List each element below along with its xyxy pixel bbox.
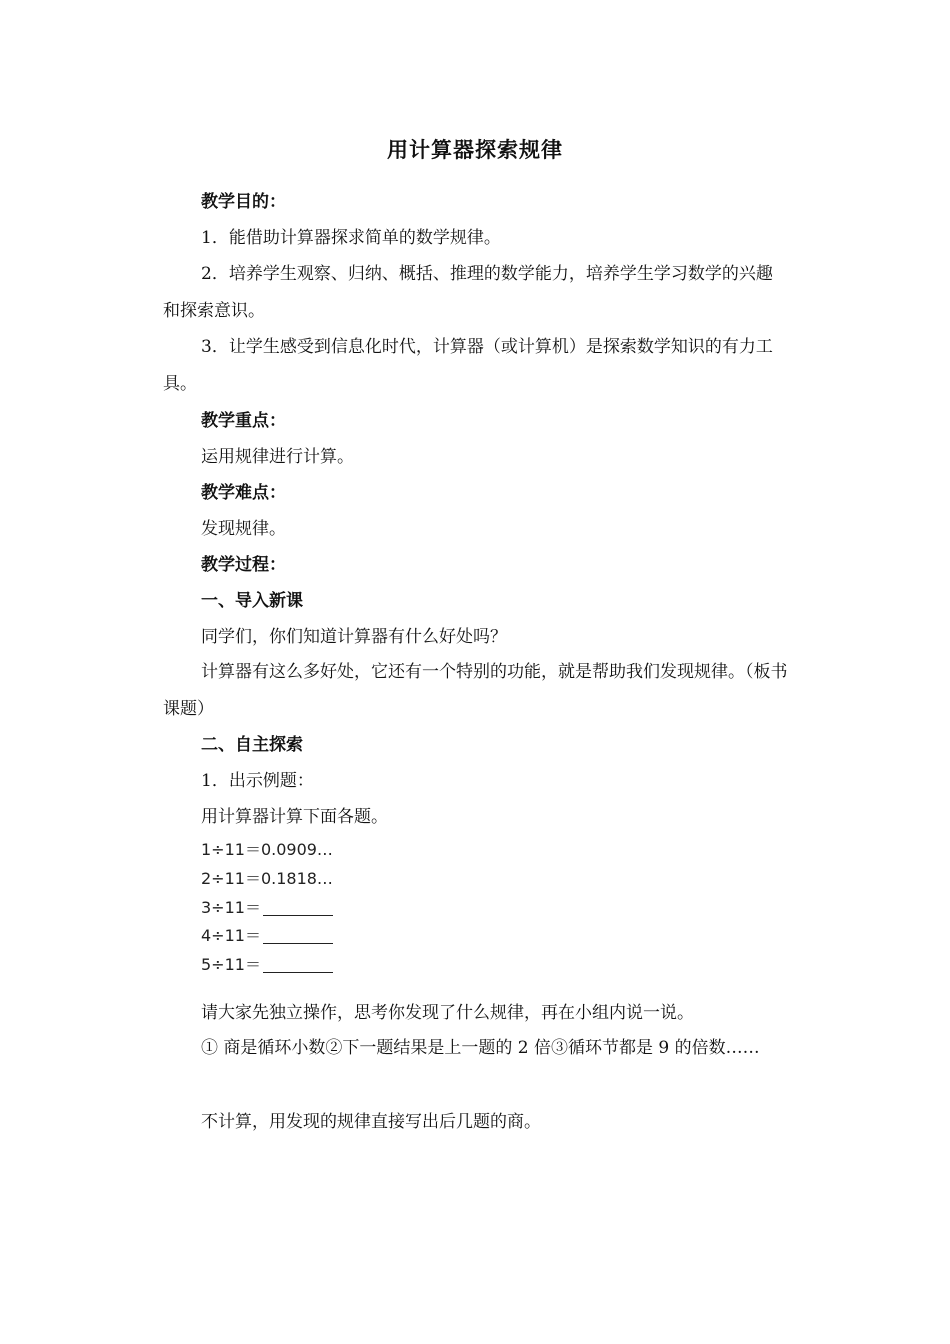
goal-item-2: 2．培养学生观察、归纳、概括、推理的数学能力，培养学生学习数学的兴趣和探索意识。 bbox=[163, 264, 773, 321]
difficulty-text: 发现规律。 bbox=[201, 519, 286, 539]
section1-paragraph-2: 计算器有这么多好处，它还有一个特别的功能，就是帮助我们发现规律。（板书课题） bbox=[163, 662, 788, 719]
equation-4-text: 4÷11＝ bbox=[201, 926, 261, 945]
equation-2 bbox=[201, 869, 333, 889]
answer-blank bbox=[263, 927, 333, 944]
goal-item-1: 1．能借助计算器探求简单的数学规律。 bbox=[201, 228, 501, 248]
equation-5 bbox=[201, 955, 333, 975]
process-heading: 教学过程： bbox=[201, 555, 286, 575]
goals-heading: 教学目的： bbox=[201, 192, 286, 212]
equation-3-text: 3÷11＝ bbox=[201, 898, 261, 917]
equation-3 bbox=[201, 898, 333, 918]
goal-item-3: 3．让学生感受到信息化时代，计算器（或计算机）是探索数学知识的有力工具。 bbox=[163, 337, 773, 394]
equation-1-text: 1÷11＝0.0909… bbox=[201, 840, 333, 859]
document-title: 用计算器探索规律 bbox=[387, 137, 563, 162]
equation-1 bbox=[201, 840, 333, 860]
answer-blank bbox=[263, 899, 333, 916]
section2-paragraph-2: 用计算器计算下面各题。 bbox=[201, 807, 388, 827]
section2-paragraph-5: 不计算，用发现的规律直接写出后几题的商。 bbox=[201, 1112, 541, 1132]
key-point-heading: 教学重点： bbox=[201, 411, 286, 431]
answer-blank bbox=[263, 956, 333, 973]
equation-2-text: 2÷11＝0.1818… bbox=[201, 869, 333, 888]
equation-5-text: 5÷11＝ bbox=[201, 955, 261, 974]
section2-paragraph-3: 请大家先独立操作，思考你发现了什么规律，再在小组内说一说。 bbox=[201, 1003, 694, 1023]
difficulty-heading: 教学难点： bbox=[201, 483, 286, 503]
section2-heading: 二、自主探索 bbox=[201, 735, 303, 755]
key-point-text: 运用规律进行计算。 bbox=[201, 447, 354, 467]
section1-paragraph-1: 同学们，你们知道计算器有什么好处吗？ bbox=[201, 627, 507, 647]
section1-heading: 一、导入新课 bbox=[201, 591, 303, 611]
equation-4 bbox=[201, 926, 333, 946]
section2-paragraph-1: 1．出示例题： bbox=[201, 771, 314, 791]
section2-paragraph-4: ① 商是循环小数②下一题结果是上一题的 2 倍③循环节都是 9 的倍数…… bbox=[201, 1038, 760, 1058]
